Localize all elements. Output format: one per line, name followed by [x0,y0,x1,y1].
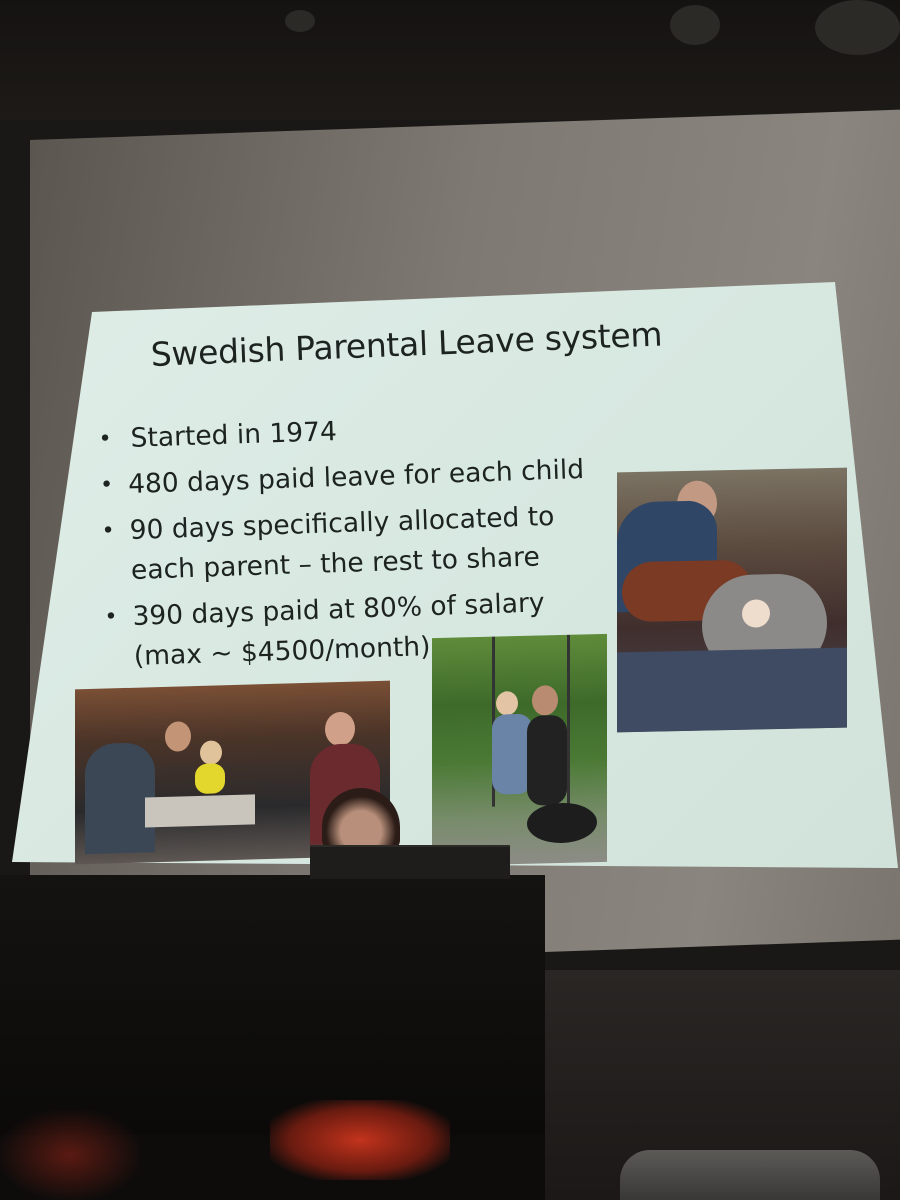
rug [617,648,847,733]
table [145,794,255,827]
ceiling-light [670,5,720,45]
tire-swing [527,802,597,844]
red-light [0,1110,140,1200]
person-figure [195,763,225,794]
ceiling-light [815,0,900,55]
bullet-item [101,495,611,592]
person-figure [325,712,355,747]
bullet-text: 390 days paid at 80% of salary (max ~ $4500/month) [132,587,546,672]
bullet-text: 480 days paid leave for each child [127,453,585,501]
bullet-text: Started in 1974 [130,416,338,454]
bullet-text: 90 days specifically allocated to each parent – the rest to share [129,500,555,586]
ceiling-light [285,10,315,32]
mother-child-swing-photo [432,634,607,866]
person-figure [527,715,567,806]
person-figure [165,721,191,752]
swing-rope [567,635,570,805]
slide-title: Swedish Parental Leave system [150,314,663,374]
person-figure [496,691,518,716]
person-figure [532,685,558,716]
lectern [0,875,545,1135]
father-guitar-baby-photo [617,468,847,733]
monitor [310,845,510,879]
red-light [270,1100,450,1180]
audience-clothing [620,1150,880,1200]
person-figure [492,714,532,795]
person-figure [200,740,222,765]
